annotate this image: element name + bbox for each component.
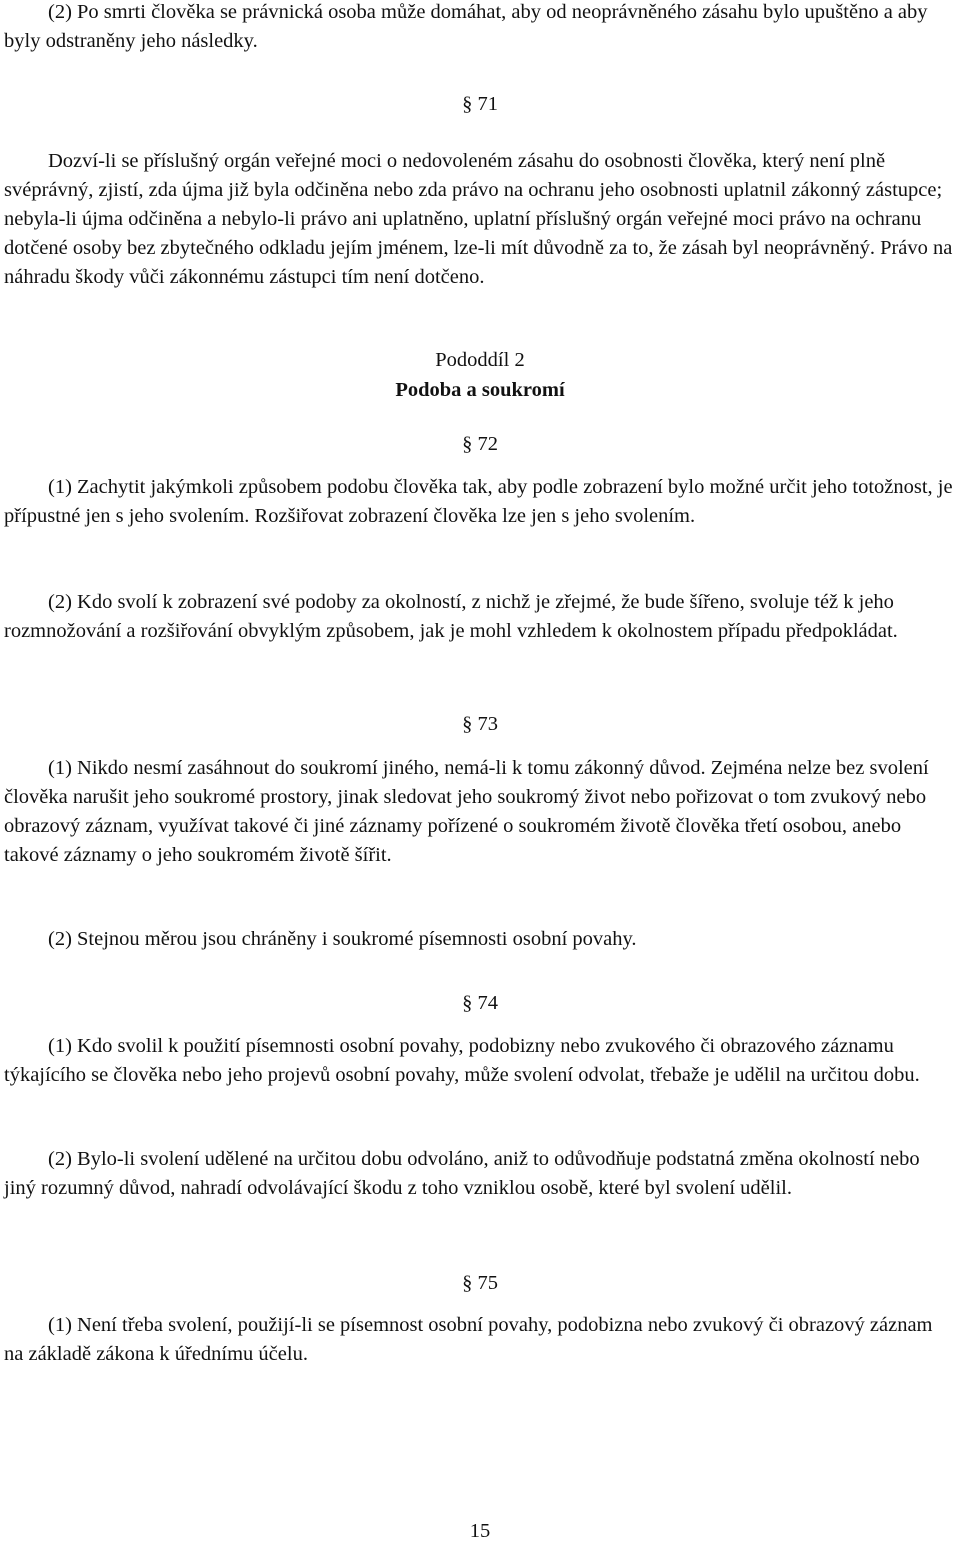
paragraph-75-1: (1) Není třeba svolení, použijí-li se písemnost osobní povahy, podobizna nebo zvukový či obrazový záznam na základě zákona k úřednímu účelu. — [4, 1314, 933, 1365]
section-heading-75: § 75 — [462, 1272, 498, 1294]
paragraph-71: Dozví-li se příslušný orgán veřejné moci o nedovoleném zásahu do osobnosti člověka, který není plně svéprávný, zjistí, zda újma již byla odčiněna nebo zda právo na ochranu jeho osobnosti uplatnil zákonný zástupce; nebyla-li újma odčiněna a nebylo-li právo ani uplatněno, uplatní příslušný orgán veřejné moci právo na ochranu dotčené osoby bez zbytečného odkladu jejím jménem, lze-li mít důvodně za to, že zásah byl neoprávněný. Právo na náhradu škody vůči zákonnému zástupci tím není dotčeno. — [4, 150, 953, 288]
section-heading-73: § 73 — [462, 713, 498, 735]
paragraph-74-2: (2) Bylo-li svolení udělené na určitou dobu odvoláno, aniž to odůvodňuje podstatná změna okolností nebo jiný rozumný důvod, nahradí odvolávající škodu z toho vzniklou osobě, které byl svolení udělil. — [4, 1148, 920, 1199]
paragraph-70-2: (2) Po smrti člověka se právnická osoba může domáhat, aby od neoprávněného zásahu bylo upuštěno a aby byly odstraněny jeho následky. — [4, 1, 928, 52]
subsection-label: Pododdíl 2 — [435, 349, 525, 371]
subsection-title: Podoba a soukromí — [395, 379, 565, 401]
paragraph-72-1: (1) Zachytit jakýmkoli způsobem podobu člověka tak, aby podle zobrazení bylo možné určit jeho totožnost, je přípustné jen s jeho svolením. Rozšiřovat zobrazení člověka lze jen s jeho svolením. — [4, 476, 953, 527]
section-heading-71: § 71 — [462, 93, 498, 115]
section-heading-72: § 72 — [462, 433, 498, 455]
paragraph-72-2: (2) Kdo svolí k zobrazení své podoby za okolností, z nichž je zřejmé, že bude šířeno, svoluje též k jeho rozmnožování a rozšiřování obvyklým způsobem, jak je mohl vzhledem k okolnostem případu předpokládat. — [4, 591, 898, 642]
paragraph-74-1: (1) Kdo svolil k použití písemnosti osobní povahy, podobizny nebo zvukového či obrazového záznamu týkajícího se člověka nebo jeho projevů osobní povahy, může svolení odvolat, třebaže je udělil na určitou dobu. — [4, 1035, 920, 1086]
section-heading-74: § 74 — [462, 992, 498, 1014]
paragraph-73-1: (1) Nikdo nesmí zasáhnout do soukromí jiného, nemá-li k tomu zákonný důvod. Zejména nelze bez svolení člověka narušit jeho soukromé prostory, jinak sledovat jeho soukromý život nebo pořizovat o tom zvukový nebo obrazový záznam, využívat takové či jiné záznamy pořízené o soukromém životě člověka třetí osobou, anebo takové záznamy o jeho soukromém životě šířit. — [4, 757, 929, 866]
paragraph-73-2: (2) Stejnou měrou jsou chráněny i soukromé písemnosti osobní povahy. — [48, 928, 637, 950]
page-number: 15 — [469, 1520, 491, 1542]
